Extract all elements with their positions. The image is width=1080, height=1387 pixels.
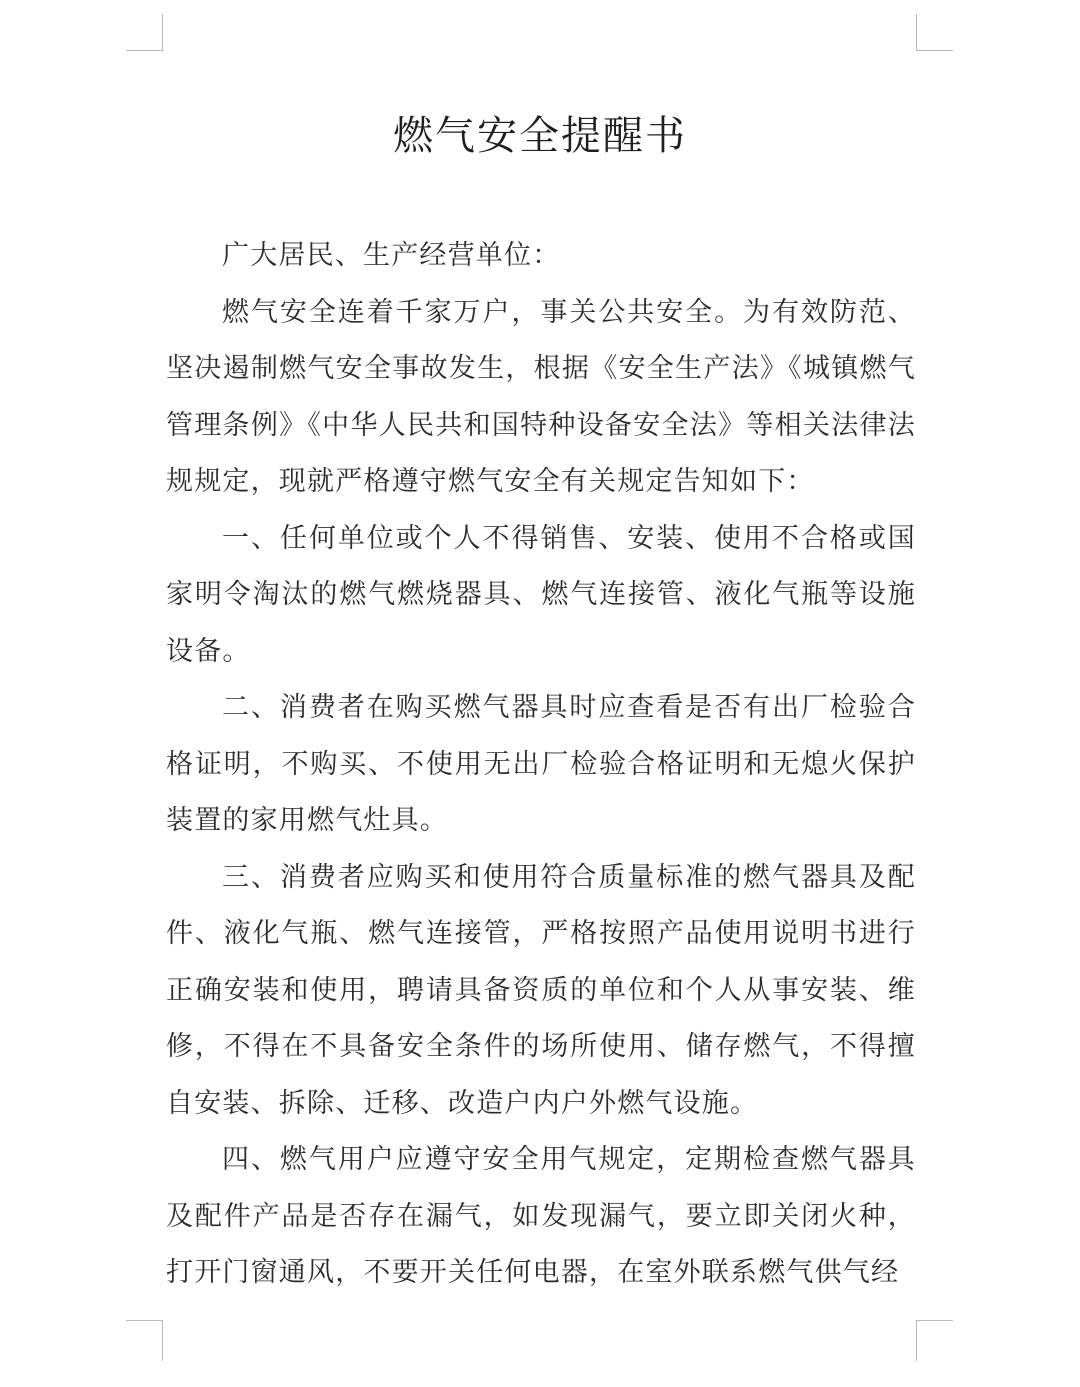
salutation: 广大居民、生产经营单位： bbox=[222, 240, 561, 271]
document-title: 燃气安全提醒书 bbox=[393, 113, 687, 159]
crop-mark-top-right bbox=[916, 14, 953, 51]
document-body bbox=[166, 228, 916, 1302]
crop-mark-bottom-left bbox=[126, 1320, 163, 1361]
crop-mark-top-left bbox=[126, 14, 163, 51]
paragraph-intro: 燃气安全连着千家万户，事关公共安全。为有效防范、坚决遏制燃气安全事故发生，根据《安全生产法》《城镇燃气管理条例》《中华人民共和国特种设备安全法》等相关法律法规规定，现就严格遵守燃气安全有关规定告知如下： bbox=[166, 296, 916, 497]
paragraph-item-2: 二、消费者在购买燃气器具时应查看是否有出厂检验合格证明，不购买、不使用无出厂检验合格证明和无熄火保护装置的家用燃气灶具。 bbox=[166, 692, 916, 836]
paragraph-item-4: 四、燃气用户应遵守安全用气规定，定期检查燃气器具及配件产品是否存在漏气，如发现漏气，要立即关闭火种，打开门窗通风，不要开关任何电器，在室外联系燃气供气经 bbox=[166, 1144, 916, 1288]
crop-mark-bottom-right bbox=[916, 1320, 953, 1361]
paragraph-item-1: 一、任何单位或个人不得销售、安装、使用不合格或国家明令淘汰的燃气燃烧器具、燃气连接管、液化气瓶等设施设备。 bbox=[166, 522, 916, 667]
paragraph-item-3: 三、消费者应购买和使用符合质量标准的燃气器具及配件、液化气瓶、燃气连接管，严格按照产品使用说明书进行正确安装和使用，聘请具备资质的单位和个人从事安装、维修，不得在不具备安全条件的场所使用、储存燃气，不得擅自安装、拆除、迁移、改造户内户外燃气设施。 bbox=[166, 861, 916, 1119]
